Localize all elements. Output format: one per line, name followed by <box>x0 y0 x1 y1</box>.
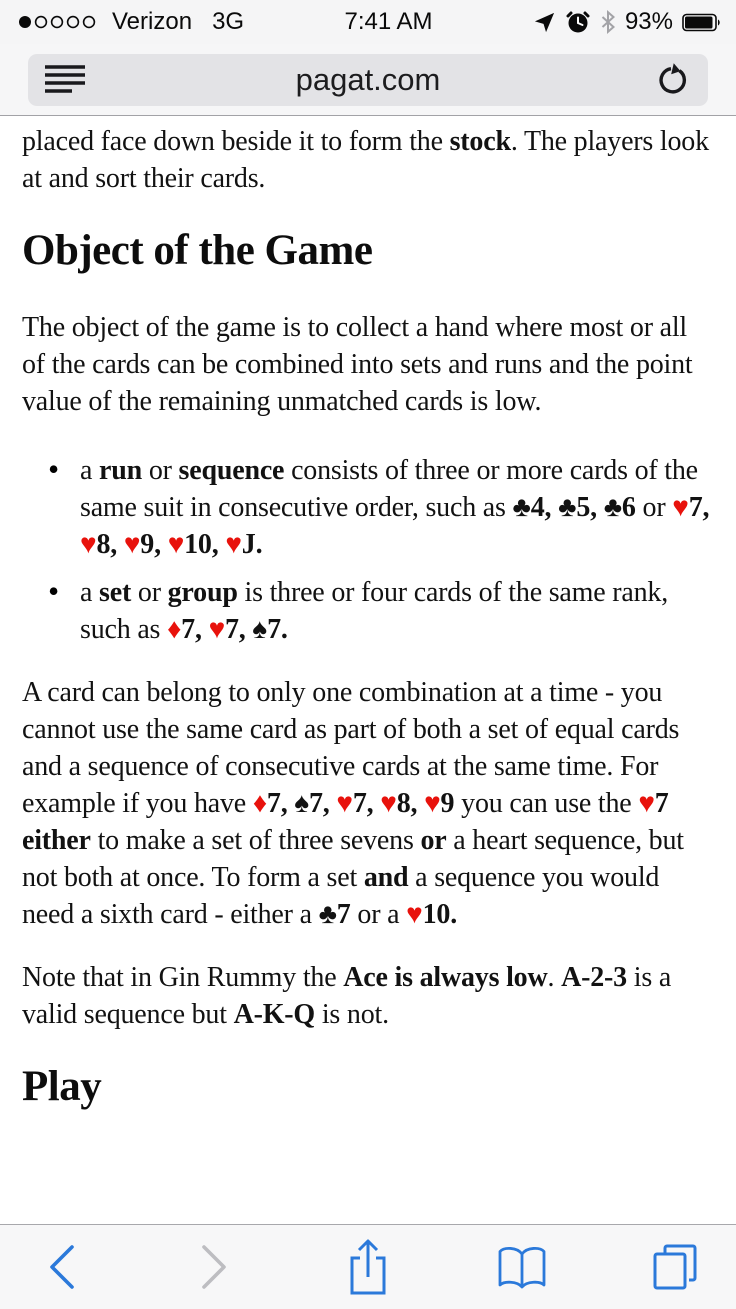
alarm-clock-icon <box>565 9 591 35</box>
back-button[interactable] <box>26 1232 96 1302</box>
tabs-button[interactable] <box>640 1232 710 1302</box>
rules-list <box>22 452 714 648</box>
battery-percent-label: 93% <box>624 8 673 35</box>
forward-button[interactable] <box>180 1232 250 1302</box>
share-button[interactable] <box>333 1232 403 1302</box>
bluetooth-icon <box>600 10 616 34</box>
reader-mode-icon[interactable] <box>44 64 86 96</box>
cropped-next-heading: Play <box>22 1063 102 1110</box>
intro-paragraph: placed face down beside it to form the stock. The players look at and sort their cards. <box>22 126 709 194</box>
signal-strength-icon <box>18 15 96 29</box>
url-domain-label: pagat.com <box>295 62 441 97</box>
browser-chrome-top <box>0 44 736 116</box>
battery-icon <box>682 12 722 33</box>
address-bar[interactable] <box>28 54 708 106</box>
status-right <box>533 8 722 36</box>
object-paragraph: The object of the game is to collect a hand where most or all of the cards can be combined into sets and runs and the point value of the remaining unmatched cards is low. <box>22 312 693 417</box>
browser-toolbar <box>0 1224 736 1309</box>
note-paragraph: Note that in Gin Rummy the Ace is always low. A-2-3 is a valid sequence but A-K-Q is not. <box>22 962 672 1030</box>
list-item-set: • a set or group is three or four cards of the same rank, such as ♦7, ♥7, ♠7. <box>48 574 714 648</box>
location-arrow-icon <box>533 11 556 34</box>
list-item-run: • a run or sequence consists of three or more cards of the same suit in consecutive order, such as ♣4, ♣5, ♣6 or ♥7, ♥8, ♥9, ♥10, ♥J. <box>48 452 714 563</box>
status-left <box>18 8 244 36</box>
web-page-content[interactable] <box>0 116 736 1223</box>
bookmarks-button[interactable] <box>487 1232 557 1302</box>
status-bar <box>0 0 736 44</box>
refresh-icon[interactable] <box>658 62 692 98</box>
carrier-label: Verizon <box>112 8 193 35</box>
combination-paragraph: A card can belong to only one combination at a time - you cannot use the same card as part of both a set of equal cards and a sequence of consecutive cards at the same time. For example if you have ♦7, ♠7, ♥7, ♥8, ♥9 you can use the ♥7 either to make a set of three sevens or a heart sequence, but not both at once. To form a set and a sequence you would need a sixth card - either a ♣7 or a ♥10. <box>22 677 684 930</box>
section-heading: Object of the Game <box>22 227 373 274</box>
network-type-label: 3G <box>212 8 245 35</box>
clock-label: 7:41 AM <box>344 8 433 35</box>
